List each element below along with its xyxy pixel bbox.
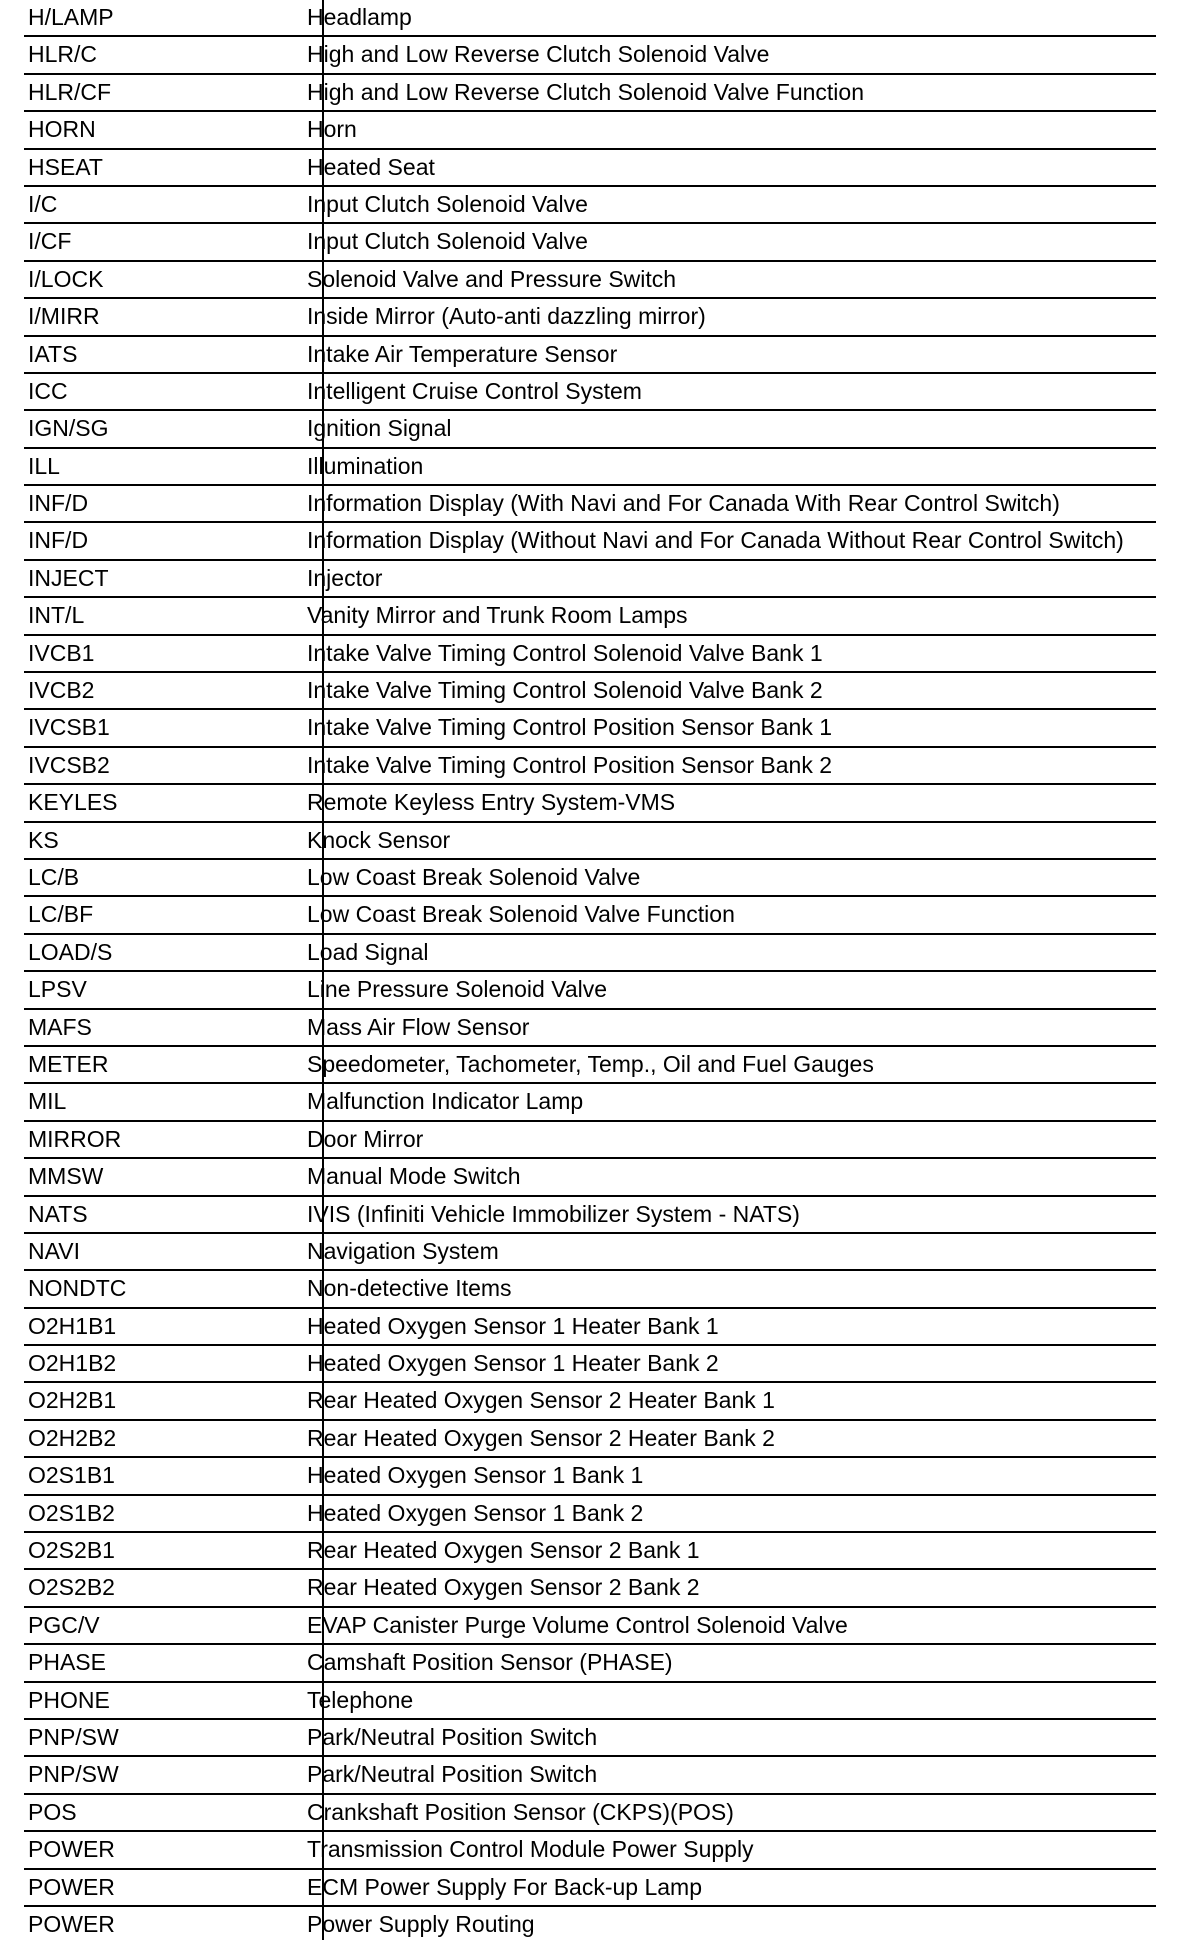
abbreviation-code: POWER bbox=[28, 1873, 115, 1900]
abbreviation-description: Heated Seat bbox=[307, 153, 435, 180]
abbreviation-description: Rear Heated Oxygen Sensor 2 Bank 1 bbox=[307, 1537, 700, 1564]
table-row bbox=[24, 860, 1156, 897]
abbreviation-code: O2H2B1 bbox=[28, 1387, 117, 1414]
table-row bbox=[24, 1683, 1156, 1720]
abbreviation-code: INF/D bbox=[28, 527, 89, 554]
abbreviation-code: POWER bbox=[28, 1836, 115, 1863]
abbreviation-table bbox=[24, 0, 1156, 1944]
abbreviation-description: Park/Neutral Position Switch bbox=[307, 1761, 598, 1788]
abbreviation-description: Vanity Mirror and Trunk Room Lamps bbox=[307, 602, 688, 629]
table-row bbox=[24, 823, 1156, 860]
abbreviation-code: MMSW bbox=[28, 1163, 104, 1190]
abbreviation-code: ICC bbox=[28, 377, 68, 404]
abbreviation-description: Manual Mode Switch bbox=[307, 1163, 521, 1190]
table-row bbox=[24, 1159, 1156, 1196]
abbreviation-code: MAFS bbox=[28, 1013, 92, 1040]
table-row bbox=[24, 748, 1156, 785]
abbreviation-description: Speedometer, Tachometer, Temp., Oil and Fuel Gauges bbox=[307, 1050, 874, 1077]
abbreviation-description: Power Supply Routing bbox=[307, 1910, 535, 1937]
table-row bbox=[24, 972, 1156, 1009]
table-row bbox=[24, 299, 1156, 336]
abbreviation-code: PHASE bbox=[28, 1649, 106, 1676]
abbreviation-code: IGN/SG bbox=[28, 415, 109, 442]
table-row bbox=[24, 1309, 1156, 1346]
table-row bbox=[24, 598, 1156, 635]
table-row bbox=[24, 449, 1156, 486]
abbreviation-description: Rear Heated Oxygen Sensor 2 Heater Bank 2 bbox=[307, 1424, 775, 1451]
abbreviation-description: ECM Power Supply For Back-up Lamp bbox=[307, 1873, 702, 1900]
abbreviation-description: Horn bbox=[307, 116, 357, 143]
table-row bbox=[24, 411, 1156, 448]
table-row bbox=[24, 486, 1156, 523]
table-row bbox=[24, 1421, 1156, 1458]
abbreviation-description: Information Display (Without Navi and For Canada Without Rear Control Switch) bbox=[307, 527, 1124, 554]
abbreviation-code: IVCSB2 bbox=[28, 751, 110, 778]
table-row bbox=[24, 935, 1156, 972]
table-row bbox=[24, 337, 1156, 374]
table-row bbox=[24, 673, 1156, 710]
abbreviation-code: I/MIRR bbox=[28, 303, 100, 330]
abbreviation-code: METER bbox=[28, 1050, 109, 1077]
abbreviation-description: Inside Mirror (Auto-anti dazzling mirror) bbox=[307, 303, 706, 330]
abbreviation-code: NONDTC bbox=[28, 1275, 127, 1302]
abbreviation-code: PNP/SW bbox=[28, 1761, 119, 1788]
abbreviation-description: Heated Oxygen Sensor 1 Bank 2 bbox=[307, 1499, 644, 1526]
table-row bbox=[24, 785, 1156, 822]
table-row bbox=[24, 112, 1156, 149]
abbreviation-code: O2H1B1 bbox=[28, 1312, 117, 1339]
abbreviation-code: HLR/CF bbox=[28, 78, 112, 105]
abbreviation-description: Telephone bbox=[307, 1686, 414, 1713]
abbreviation-description: Rear Heated Oxygen Sensor 2 Bank 2 bbox=[307, 1574, 700, 1601]
table-row bbox=[24, 1795, 1156, 1832]
table-row bbox=[24, 37, 1156, 74]
table-row bbox=[24, 1533, 1156, 1570]
abbreviation-code: KS bbox=[28, 826, 59, 853]
abbreviation-description: Non-detective Items bbox=[307, 1275, 512, 1302]
abbreviation-description: Heated Oxygen Sensor 1 Heater Bank 2 bbox=[307, 1350, 719, 1377]
abbreviation-code: KEYLES bbox=[28, 789, 118, 816]
abbreviation-description: Low Coast Break Solenoid Valve bbox=[307, 863, 641, 890]
abbreviation-code: O2S1B2 bbox=[28, 1499, 115, 1526]
abbreviation-description: Knock Sensor bbox=[307, 826, 451, 853]
table-row bbox=[24, 1907, 1156, 1944]
abbreviation-description: Park/Neutral Position Switch bbox=[307, 1723, 598, 1750]
abbreviation-description: Intake Valve Timing Control Position Sensor Bank 1 bbox=[307, 714, 833, 741]
abbreviation-code: LOAD/S bbox=[28, 938, 113, 965]
abbreviation-code: IVCSB1 bbox=[28, 714, 110, 741]
abbreviation-code: O2S2B1 bbox=[28, 1537, 115, 1564]
abbreviation-description: Mass Air Flow Sensor bbox=[307, 1013, 530, 1040]
table-row bbox=[24, 374, 1156, 411]
table-row bbox=[24, 1383, 1156, 1420]
table-row bbox=[24, 224, 1156, 261]
table-row bbox=[24, 1645, 1156, 1682]
abbreviation-description: Rear Heated Oxygen Sensor 2 Heater Bank 1 bbox=[307, 1387, 775, 1414]
abbreviation-description: Intake Valve Timing Control Solenoid Valve Bank 2 bbox=[307, 677, 823, 704]
table-row bbox=[24, 1570, 1156, 1607]
abbreviation-code: HORN bbox=[28, 116, 96, 143]
abbreviation-code: NATS bbox=[28, 1200, 88, 1227]
abbreviation-code: H/LAMP bbox=[28, 4, 114, 30]
table-row bbox=[24, 1122, 1156, 1159]
table-row bbox=[24, 1832, 1156, 1869]
abbreviation-code: PGC/V bbox=[28, 1611, 100, 1638]
abbreviation-description: Heated Oxygen Sensor 1 Bank 1 bbox=[307, 1462, 644, 1489]
table-row bbox=[24, 1870, 1156, 1907]
table-row bbox=[24, 1757, 1156, 1794]
abbreviation-description: Malfunction Indicator Lamp bbox=[307, 1088, 584, 1115]
abbreviation-description: IVIS (Infiniti Vehicle Immobilizer System - NATS) bbox=[307, 1200, 800, 1227]
abbreviation-code: ILL bbox=[28, 452, 60, 479]
table-row bbox=[24, 1084, 1156, 1121]
abbreviation-description: Crankshaft Position Sensor (CKPS)(POS) bbox=[307, 1798, 734, 1825]
abbreviation-description: Load Signal bbox=[307, 938, 429, 965]
abbreviation-description: Transmission Control Module Power Supply bbox=[307, 1836, 754, 1863]
abbreviation-code: LC/B bbox=[28, 863, 80, 890]
table-row bbox=[24, 1496, 1156, 1533]
abbreviation-code: IATS bbox=[28, 340, 78, 367]
abbreviation-description: Heated Oxygen Sensor 1 Heater Bank 1 bbox=[307, 1312, 719, 1339]
abbreviation-code: INJECT bbox=[28, 564, 109, 591]
abbreviation-description: Input Clutch Solenoid Valve bbox=[307, 228, 588, 255]
abbreviation-code: I/CF bbox=[28, 228, 72, 255]
abbreviation-code: I/C bbox=[28, 190, 58, 217]
abbreviation-description: Camshaft Position Sensor (PHASE) bbox=[307, 1649, 673, 1676]
abbreviation-code: MIRROR bbox=[28, 1125, 122, 1152]
abbreviation-code: LPSV bbox=[28, 976, 87, 1003]
abbreviation-description: Line Pressure Solenoid Valve bbox=[307, 976, 608, 1003]
table-row bbox=[24, 1608, 1156, 1645]
table-row bbox=[24, 1234, 1156, 1271]
abbreviation-description: Input Clutch Solenoid Valve bbox=[307, 190, 588, 217]
abbreviation-description: Ignition Signal bbox=[307, 415, 452, 442]
abbreviation-code: NAVI bbox=[28, 1237, 80, 1264]
abbreviation-description: Solenoid Valve and Pressure Switch bbox=[307, 265, 677, 292]
abbreviation-code: INF/D bbox=[28, 490, 89, 517]
abbreviation-code: I/LOCK bbox=[28, 265, 104, 292]
abbreviation-code: LC/BF bbox=[28, 901, 94, 928]
abbreviation-description: Headlamp bbox=[307, 4, 412, 30]
abbreviation-code: HSEAT bbox=[28, 153, 103, 180]
table-row bbox=[24, 1197, 1156, 1234]
table-row bbox=[24, 1458, 1156, 1495]
abbreviation-code: HLR/C bbox=[28, 41, 98, 68]
table-row bbox=[24, 561, 1156, 598]
abbreviation-code: O2H2B2 bbox=[28, 1424, 117, 1451]
table-row bbox=[24, 1271, 1156, 1308]
abbreviation-code: O2H1B2 bbox=[28, 1350, 117, 1377]
abbreviation-code: O2S2B2 bbox=[28, 1574, 115, 1601]
abbreviation-description: High and Low Reverse Clutch Solenoid Valve bbox=[307, 41, 770, 68]
table-row bbox=[24, 636, 1156, 673]
table-row bbox=[24, 150, 1156, 187]
abbreviation-code: INT/L bbox=[28, 602, 85, 629]
abbreviation-description: EVAP Canister Purge Volume Control Solenoid Valve bbox=[307, 1611, 848, 1638]
abbreviation-description: Remote Keyless Entry System-VMS bbox=[307, 789, 676, 816]
abbreviation-description: Intake Valve Timing Control Position Sensor Bank 2 bbox=[307, 751, 833, 778]
table-row bbox=[24, 262, 1156, 299]
abbreviation-description: Navigation System bbox=[307, 1237, 499, 1264]
abbreviation-code: PNP/SW bbox=[28, 1723, 119, 1750]
table-row bbox=[24, 1720, 1156, 1757]
abbreviation-code: POWER bbox=[28, 1910, 115, 1937]
abbreviation-description: Intake Air Temperature Sensor bbox=[307, 340, 618, 367]
table-row bbox=[24, 0, 1156, 37]
abbreviation-description: Intelligent Cruise Control System bbox=[307, 377, 642, 404]
abbreviation-description: Intake Valve Timing Control Solenoid Valve Bank 1 bbox=[307, 639, 823, 666]
abbreviation-code: IVCB1 bbox=[28, 639, 95, 666]
abbreviation-code: PHONE bbox=[28, 1686, 110, 1713]
table-row bbox=[24, 523, 1156, 560]
abbreviation-code: O2S1B1 bbox=[28, 1462, 115, 1489]
abbreviation-code: MIL bbox=[28, 1088, 67, 1115]
table-row bbox=[24, 187, 1156, 224]
table-row bbox=[24, 1010, 1156, 1047]
abbreviation-code: POS bbox=[28, 1798, 77, 1825]
abbreviation-description: Illumination bbox=[307, 452, 424, 479]
table-row bbox=[24, 1047, 1156, 1084]
abbreviation-code: IVCB2 bbox=[28, 677, 95, 704]
table-row bbox=[24, 897, 1156, 934]
abbreviation-description: Door Mirror bbox=[307, 1125, 424, 1152]
abbreviation-description: Low Coast Break Solenoid Valve Function bbox=[307, 901, 735, 928]
abbreviation-description: Information Display (With Navi and For Canada With Rear Control Switch) bbox=[307, 490, 1060, 517]
abbreviation-description: Injector bbox=[307, 564, 383, 591]
abbreviation-description: High and Low Reverse Clutch Solenoid Valve Function bbox=[307, 78, 864, 105]
table-row bbox=[24, 710, 1156, 747]
table-row bbox=[24, 1346, 1156, 1383]
table-row bbox=[24, 75, 1156, 112]
